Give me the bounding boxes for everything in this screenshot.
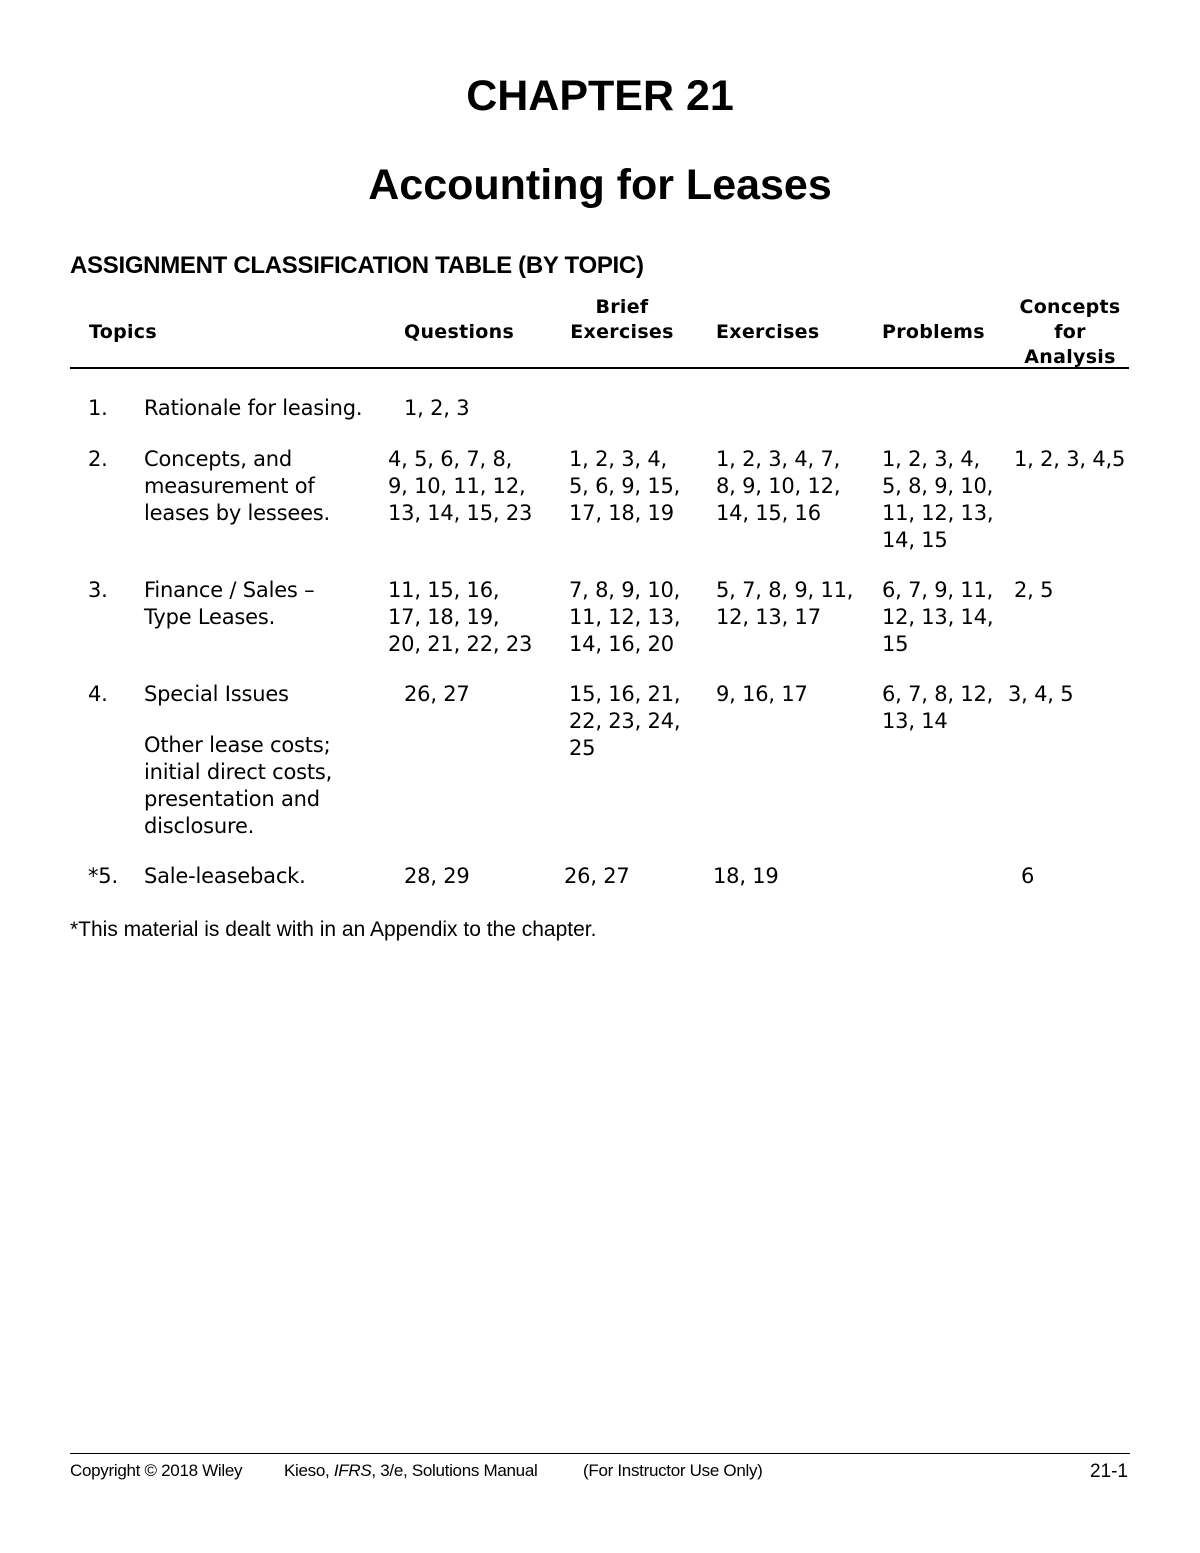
footer-copyright: Copyright © 2018 Wiley bbox=[70, 1461, 243, 1480]
header-cfa-line2: for bbox=[1054, 321, 1086, 343]
row-number: 2. bbox=[88, 447, 108, 471]
header-brief-exercises bbox=[566, 295, 678, 345]
row-number: *5. bbox=[88, 864, 118, 888]
row-questions: 11, 15, 16, 17, 18, 19, 20, 21, 22, 23 bbox=[388, 578, 533, 656]
row-questions: 28, 29 bbox=[404, 864, 470, 888]
row-topic: Finance / Sales – Type Leases. bbox=[144, 578, 315, 629]
row-exercises: 5, 7, 8, 9, 11, 12, 13, 17 bbox=[716, 578, 854, 629]
row-problems: 1, 2, 3, 4, 5, 8, 9, 10, 11, 12, 13, 14, 15 bbox=[882, 447, 994, 552]
row-questions: 26, 27 bbox=[404, 682, 470, 706]
header-brief-line2: Exercises bbox=[570, 321, 674, 343]
chapter-title: Accounting for Leases bbox=[368, 161, 832, 209]
row-subtopic: Other lease costs; initial direct costs, presentation and disclosure. bbox=[144, 733, 333, 838]
footer-rule bbox=[70, 1453, 1130, 1454]
header-brief-line1: Brief bbox=[595, 296, 649, 318]
table-title: ASSIGNMENT CLASSIFICATION TABLE (BY TOPIC) bbox=[70, 252, 644, 279]
header-cfa-line1: Concepts bbox=[1019, 296, 1121, 318]
row-topic: Special Issues bbox=[144, 682, 289, 706]
row-brief-exercises: 7, 8, 9, 10, 11, 12, 13, 14, 16, 20 bbox=[569, 578, 681, 656]
appendix-note: *This material is dealt with in an Appendix to the chapter. bbox=[70, 918, 597, 941]
row-topic: Sale-leaseback. bbox=[144, 864, 306, 888]
row-problems: 6, 7, 8, 12, 13, 14 bbox=[882, 682, 994, 733]
row-questions: 4, 5, 6, 7, 8, 9, 10, 11, 12, 13, 14, 15, 23 bbox=[388, 447, 533, 525]
footer-author: Kieso, bbox=[284, 1461, 334, 1480]
row-concepts: 2, 5 bbox=[1014, 578, 1054, 602]
row-number: 3. bbox=[88, 578, 108, 602]
header-questions: Questions bbox=[404, 321, 515, 343]
row-problems: 6, 7, 9, 11, 12, 13, 14, 15 bbox=[882, 578, 994, 656]
row-questions: 1, 2, 3 bbox=[404, 396, 470, 420]
row-number: 1. bbox=[88, 396, 108, 420]
header-concepts-for-analysis bbox=[1015, 295, 1125, 370]
footer-ifrs: IFRS bbox=[333, 1461, 372, 1480]
row-topic: Rationale for leasing. bbox=[144, 396, 363, 420]
row-topic: Concepts, and measurement of leases by lessees. bbox=[144, 447, 331, 525]
header-topics: Topics bbox=[89, 321, 157, 343]
row-brief-exercises: 26, 27 bbox=[564, 864, 630, 888]
header-problems: Problems bbox=[882, 321, 985, 343]
row-exercises: 18, 19 bbox=[713, 864, 779, 888]
row-exercises: 9, 16, 17 bbox=[716, 682, 808, 706]
header-exercises: Exercises bbox=[716, 321, 820, 343]
header-rule bbox=[70, 367, 1129, 369]
footer-usage: (For Instructor Use Only) bbox=[583, 1461, 763, 1480]
chapter-heading: CHAPTER 21 bbox=[466, 72, 734, 120]
row-number: 4. bbox=[88, 682, 108, 706]
row-concepts: 6 bbox=[1021, 864, 1035, 888]
row-concepts: 3, 4, 5 bbox=[1008, 682, 1074, 706]
footer-edition: , 3/e, Solutions Manual bbox=[371, 1461, 538, 1480]
row-brief-exercises: 1, 2, 3, 4, 5, 6, 9, 15, 17, 18, 19 bbox=[569, 447, 681, 525]
footer-book bbox=[284, 1461, 537, 1481]
row-brief-exercises: 15, 16, 21, 22, 23, 24, 25 bbox=[569, 682, 681, 760]
row-exercises: 1, 2, 3, 4, 7, 8, 9, 10, 12, 14, 15, 16 bbox=[716, 447, 841, 525]
row-concepts: 1, 2, 3, 4,5 bbox=[1014, 447, 1126, 471]
header-cfa-line3: Analysis bbox=[1024, 346, 1116, 368]
page-number: 21-1 bbox=[1089, 1461, 1128, 1482]
